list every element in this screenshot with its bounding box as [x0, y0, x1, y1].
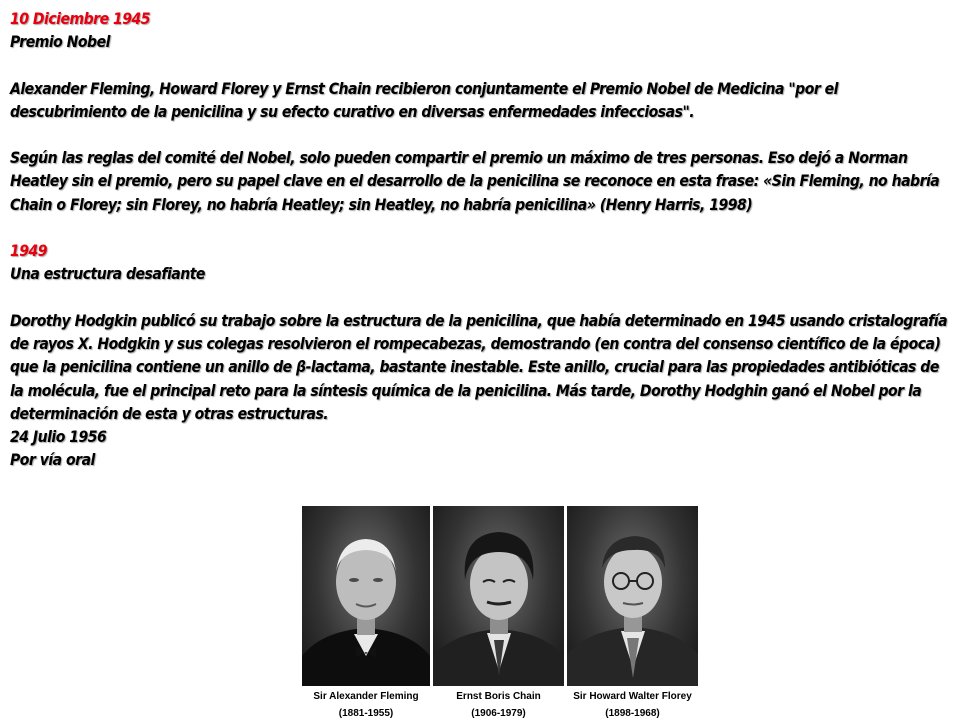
- portrait-photo: [567, 506, 698, 686]
- structure-paragraph: Dorothy Hodgkin publicó su trabajo sobre la estructura de la penicilina, que había determinado en 1945 usando cristalografía de rayos X. Hodgkin y sus colegas resolvieron el rompecabezas, demostrando (en contra del consenso científico de la época) que la penicilina contiene un anillo de β-lactama, bastante inestable. Este anillo, crucial para las propiedades antibióticas de la molécula, fue el principal reto para la síntesis química de la penicilina. Más tarde, Dorothy Hodghin ganó el Nobel por la determinación de esta y otras estructuras.: [10, 311, 948, 423]
- portrait-strip: [302, 506, 698, 718]
- portrait-caption: [567, 688, 698, 722]
- portrait-name: Ernst Boris Chain: [456, 691, 541, 702]
- entry-date: 24 Julio 1956: [10, 428, 107, 447]
- portrait-photo: [433, 506, 564, 686]
- portrait-years: (1906-1979): [471, 708, 526, 719]
- entry-title: Una estructura desafiante: [10, 265, 205, 284]
- portrait-image: [567, 506, 698, 686]
- portrait-name: Sir Howard Walter Florey: [573, 691, 692, 702]
- portrait-image: [302, 506, 430, 686]
- entry-title: Por vía oral: [10, 451, 95, 470]
- entry-date: 1949: [10, 242, 48, 261]
- nobel-paragraph-1: Alexander Fleming, Howard Florey y Ernst Chain recibieron conjuntamente el Premio Nobel de Medicina "por el descubrimiento de la penicilina y su efecto curativo en diversas enfermedades infecciosas".: [10, 79, 838, 121]
- portrait-years: (1898-1968): [605, 708, 660, 719]
- article-text: [10, 8, 950, 473]
- portrait-caption: [300, 688, 432, 722]
- entry-title: Premio Nobel: [10, 33, 110, 52]
- portrait-name: Sir Alexander Fleming: [313, 691, 419, 702]
- portrait-photo: [302, 506, 430, 686]
- portrait-years: (1881-1955): [338, 708, 394, 719]
- portrait-image: [433, 506, 564, 686]
- portrait-caption: [433, 688, 564, 722]
- nobel-paragraph-2: Según las reglas del comité del Nobel, solo pueden compartir el premio un máximo de tres personas. Eso dejó a Norman Heatley sin el premio, pero su papel clave en el desarrollo de la penicilina se reconoce en esta frase: «Sin Fleming, no habría Chain o Florey; sin Florey, no habría Heatley; sin Heatley, no habría penicilina» (Henry Harris, 1998): [10, 149, 940, 214]
- entry-date: 10 Diciembre 1945: [10, 10, 151, 28]
